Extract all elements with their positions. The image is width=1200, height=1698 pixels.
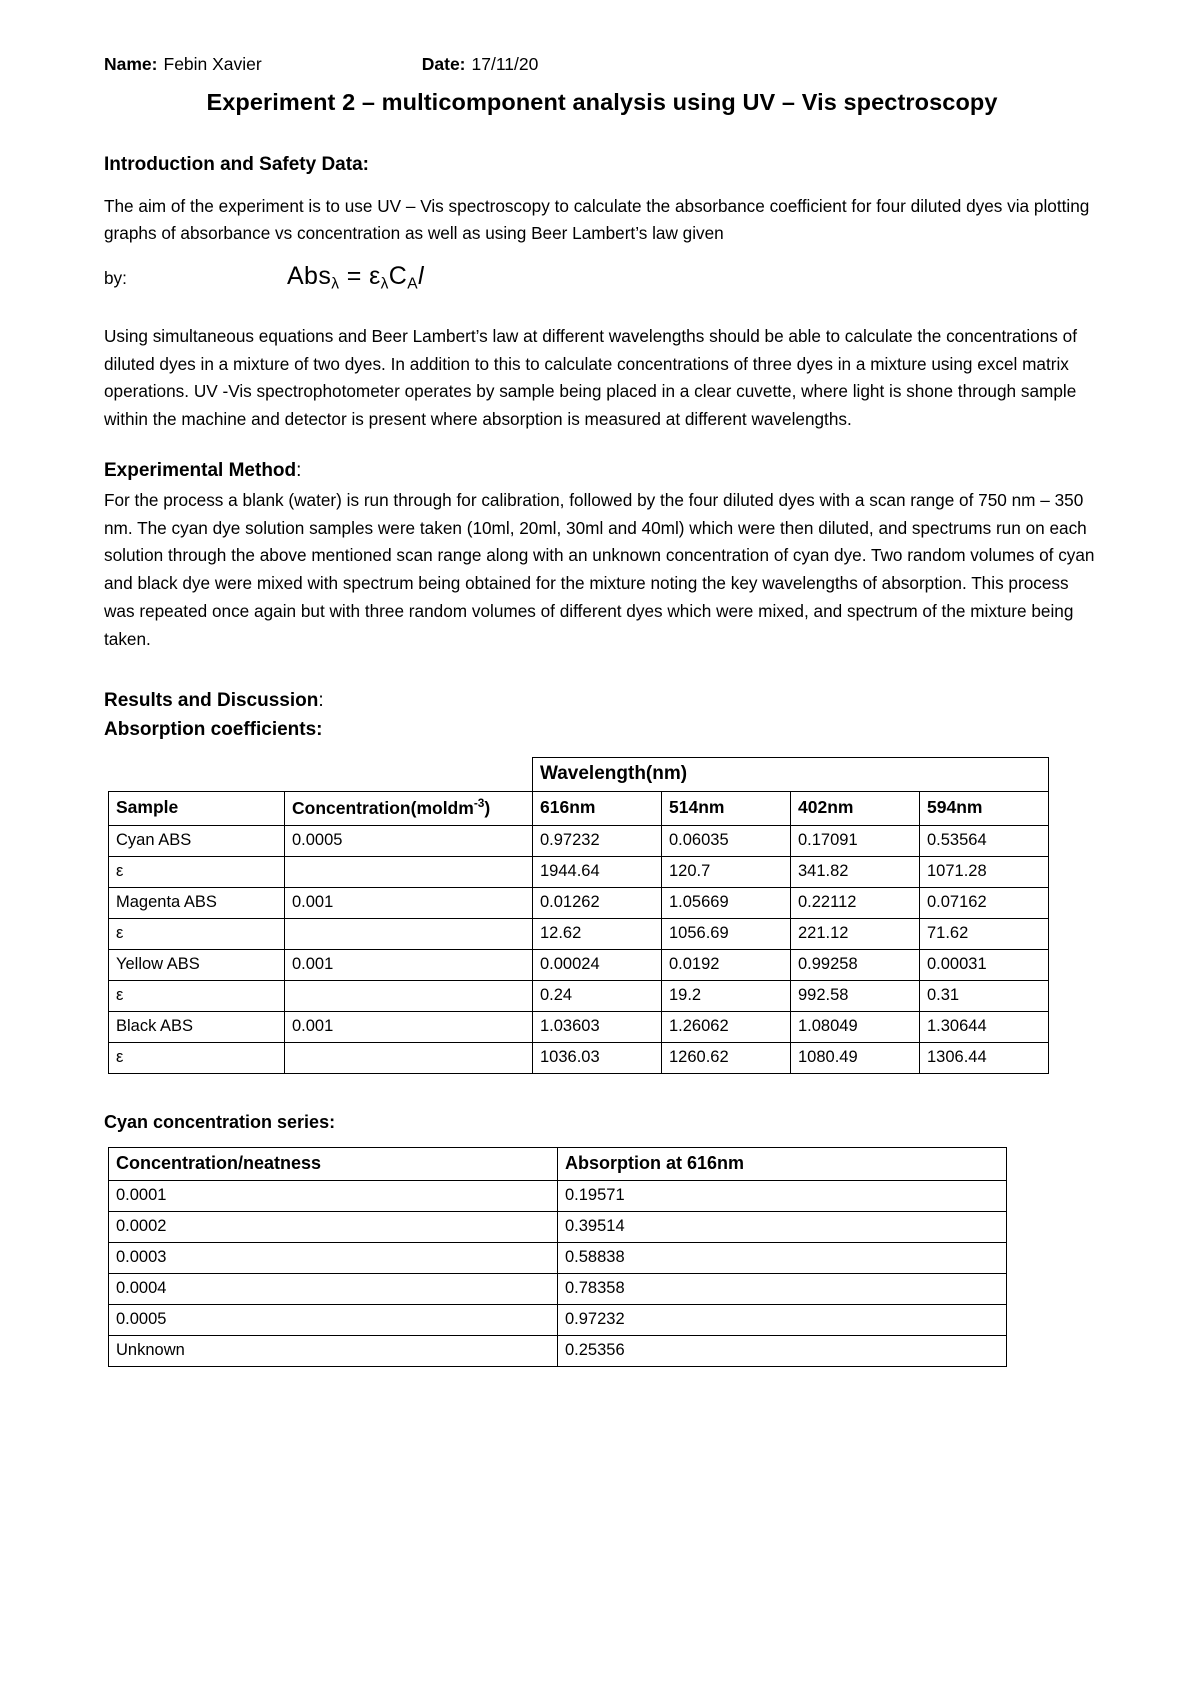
cell-594nm: 0.31 — [920, 980, 1049, 1011]
cell-concentration: Unknown — [109, 1335, 558, 1366]
spacer — [104, 442, 1100, 458]
table-row — [109, 1211, 1007, 1242]
author-name-field — [104, 52, 262, 77]
table-row — [109, 1011, 1049, 1042]
cell-616nm: 1.03603 — [533, 1011, 662, 1042]
cell-concentration: 0.0005 — [285, 825, 533, 856]
experimental-method-heading — [104, 458, 1100, 485]
cell-concentration: 0.001 — [285, 1011, 533, 1042]
equation-line — [104, 256, 1100, 297]
table-row — [109, 1242, 1007, 1273]
column-header-514nm: 514nm — [662, 791, 791, 825]
column-header-sample: Sample — [109, 791, 285, 825]
column-header-616nm: 616nm — [533, 791, 662, 825]
cell-absorption: 0.58838 — [558, 1242, 1007, 1273]
cell-absorption: 0.39514 — [558, 1211, 1007, 1242]
cell-402nm: 992.58 — [791, 980, 920, 1011]
table-row — [109, 980, 1049, 1011]
cell-514nm: 1.05669 — [662, 887, 791, 918]
cell-616nm: 0.00024 — [533, 949, 662, 980]
column-header-concentration — [285, 791, 533, 825]
equation-pathlength: l — [418, 262, 424, 291]
empty-corner-cell — [109, 758, 285, 792]
column-header-402nm: 402nm — [791, 791, 920, 825]
introduction-heading: Introduction and Safety Data: — [104, 153, 369, 175]
table-row — [109, 856, 1049, 887]
cell-616nm: 0.97232 — [533, 825, 662, 856]
cell-sample: ε — [109, 980, 285, 1011]
cell-514nm: 0.06035 — [662, 825, 791, 856]
cell-514nm: 120.7 — [662, 856, 791, 887]
experimental-method-heading-text: Experimental Method — [104, 460, 297, 482]
table-column-header-row — [109, 1147, 1007, 1180]
cell-concentration — [285, 1042, 533, 1073]
equation-abs-subscript: λ — [331, 275, 340, 293]
equation-equals: = — [339, 262, 370, 291]
cell-concentration: 0.0001 — [109, 1180, 558, 1211]
cell-402nm: 1080.49 — [791, 1042, 920, 1073]
cell-absorption: 0.25356 — [558, 1335, 1007, 1366]
cell-402nm: 0.17091 — [791, 825, 920, 856]
document-title: Experiment 2 – multicomponent analysis using UV – Vis spectroscopy — [206, 89, 998, 116]
name-value: Febin Xavier — [163, 54, 262, 74]
series-table-wrapper — [104, 1147, 1100, 1367]
cell-concentration: 0.0003 — [109, 1242, 558, 1273]
cell-594nm: 0.00031 — [920, 949, 1049, 980]
cell-sample: Yellow ABS — [109, 949, 285, 980]
column-header-concentration-superscript: -3 — [473, 795, 485, 810]
column-header-concentration-text: Concentration(moldm — [292, 797, 474, 818]
column-header-concentration-neatness: Concentration/neatness — [109, 1147, 558, 1180]
cell-sample: Black ABS — [109, 1011, 285, 1042]
table-row — [109, 1180, 1007, 1211]
equation-c-subscript: A — [407, 275, 418, 293]
experimental-method-paragraph: For the process a blank (water) is run through for calibration, followed by the four diluted dyes with a scan range of 750 nm – 350 nm. The cyan dye solution samples were taken (10ml, 20ml, 30ml and 40ml) which were then diluted, and spectrums run on each solution through the above mentioned scan range along with an unknown concentration of cyan dye. Two random volumes of cyan and black dye were mixed with spectrum being obtained for the mixture noting the key wavelengths of absorption. This process was repeated once again but with three random volumes of different dyes which were mixed, and spectrum of the mixture being taken. — [104, 489, 1095, 650]
cell-616nm: 1944.64 — [533, 856, 662, 887]
document-meta — [104, 52, 1100, 77]
absorption-coefficients-heading: Absorption coefficients: — [104, 718, 323, 740]
name-label: Name: — [104, 54, 158, 74]
cell-616nm: 0.24 — [533, 980, 662, 1011]
cyan-concentration-series-heading: Cyan concentration series: — [104, 1111, 336, 1132]
cell-514nm: 1056.69 — [662, 918, 791, 949]
cell-concentration — [285, 980, 533, 1011]
column-header-absorption-616nm: Absorption at 616nm — [558, 1147, 1007, 1180]
table-row — [109, 918, 1049, 949]
cell-594nm: 1.30644 — [920, 1011, 1049, 1042]
cell-concentration: 0.001 — [285, 887, 533, 918]
introduction-paragraph: The aim of the experiment is to use UV – Vis spectroscopy to calculate the absorbance coefficient for four diluted dyes via plotting graphs of absorbance vs concentration as well as using Beer Lambert’s law given — [104, 195, 1090, 244]
equation-epsilon: ε — [369, 262, 381, 291]
date-label: Date: — [421, 54, 466, 74]
cell-616nm: 12.62 — [533, 918, 662, 949]
absorption-coefficients-table — [108, 757, 1049, 1073]
date-field — [422, 52, 539, 77]
cell-616nm: 1036.03 — [533, 1042, 662, 1073]
equation-epsilon-subscript: λ — [380, 275, 389, 293]
cell-concentration: 0.0005 — [109, 1304, 558, 1335]
results-discussion-heading-text: Results and Discussion — [104, 689, 319, 711]
table-row — [109, 1335, 1007, 1366]
cell-concentration: 0.001 — [285, 949, 533, 980]
table-row — [109, 1042, 1049, 1073]
date-value: 17/11/20 — [471, 54, 539, 74]
table-row — [109, 887, 1049, 918]
results-discussion-heading-colon: : — [318, 689, 324, 711]
cell-402nm: 341.82 — [791, 856, 920, 887]
cell-594nm: 71.62 — [920, 918, 1049, 949]
cell-402nm: 1.08049 — [791, 1011, 920, 1042]
cell-concentration: 0.0004 — [109, 1273, 558, 1304]
cell-402nm: 0.22112 — [791, 887, 920, 918]
spacer — [104, 297, 1100, 323]
column-header-concentration-close: ) — [484, 797, 491, 818]
introduction-paragraph-2: Using simultaneous equations and Beer Lambert’s law at different wavelengths should be able to calculate the concentrations of diluted dyes in a mixture of two dyes. In addition to this to calculate concentrations of three dyes in a mixture using excel matrix operations. UV -Vis spectrophotometer operates by sample being placed in a clear cuvette, where light is shone through sample within the machine and detector is present where absorption is measured at different wavelengths. — [104, 325, 1077, 430]
cell-absorption: 0.78358 — [558, 1273, 1007, 1304]
table-span-header-row — [109, 758, 1049, 792]
wavelength-span-header: Wavelength(nm) — [533, 758, 1049, 792]
cell-sample: ε — [109, 856, 285, 887]
cell-594nm: 0.07162 — [920, 887, 1049, 918]
equation-c: C — [388, 262, 408, 291]
cell-514nm: 1260.62 — [662, 1042, 791, 1073]
table-row — [109, 949, 1049, 980]
empty-corner-cell — [285, 758, 533, 792]
cell-594nm: 1306.44 — [920, 1042, 1049, 1073]
cell-514nm: 19.2 — [662, 980, 791, 1011]
cell-514nm: 0.0192 — [662, 949, 791, 980]
experimental-method-heading-colon: : — [296, 460, 302, 482]
cell-concentration: 0.0002 — [109, 1211, 558, 1242]
spacer — [104, 1074, 1100, 1112]
cell-514nm: 1.26062 — [662, 1011, 791, 1042]
cell-402nm: 0.99258 — [791, 949, 920, 980]
cell-sample: Cyan ABS — [109, 825, 285, 856]
equation-lead-in: by: — [104, 268, 127, 289]
beer-lambert-equation — [287, 256, 424, 297]
cell-594nm: 0.53564 — [920, 825, 1049, 856]
cell-sample: Magenta ABS — [109, 887, 285, 918]
cell-402nm: 221.12 — [791, 918, 920, 949]
cell-616nm: 0.01262 — [533, 887, 662, 918]
table-row — [109, 1304, 1007, 1335]
cell-sample: ε — [109, 918, 285, 949]
spacer — [104, 662, 1100, 688]
cyan-concentration-series-table — [108, 1147, 1007, 1367]
equation-abs: Abs — [286, 262, 332, 291]
results-discussion-heading — [104, 688, 1100, 715]
cell-594nm: 1071.28 — [920, 856, 1049, 887]
cell-absorption: 0.19571 — [558, 1180, 1007, 1211]
column-header-594nm: 594nm — [920, 791, 1049, 825]
coefficients-table-wrapper — [104, 757, 1100, 1073]
table-column-header-row — [109, 791, 1049, 825]
cell-sample: ε — [109, 1042, 285, 1073]
cell-concentration — [285, 856, 533, 887]
cell-absorption: 0.97232 — [558, 1304, 1007, 1335]
table-row — [109, 825, 1049, 856]
table-row — [109, 1273, 1007, 1304]
cell-concentration — [285, 918, 533, 949]
